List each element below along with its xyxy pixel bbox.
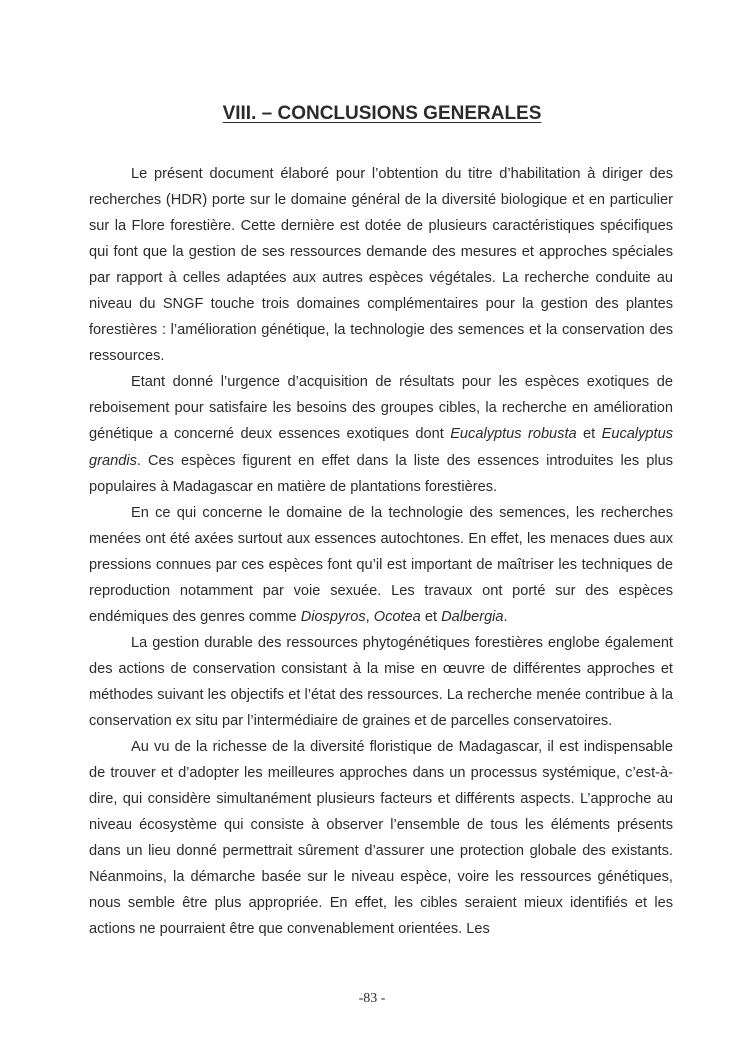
body-text xyxy=(89,161,673,942)
sentence-end: . xyxy=(503,608,508,625)
genus-name: Ocotea xyxy=(373,608,421,625)
paragraph-approach: Au vu de la richesse de la diversité floristique de Madagascar, il est indispensable de trouver et d’adopter les meilleures approches dans un processus systémique, c’est-à-dire, qui considère simultanément plusieurs facteurs et différents aspects. L’approche au niveau écosystème qui consiste à observer l’ensemble de tous les éléments présents dans un lieu donné permettrait sûrement d’assurer une protection globale des existants. Néanmoins, la démarche basée sur le niveau espèce, voire les ressources génétiques, nous semble être plus appropriée. En effet, les cibles seraient mieux identifiés et les actions ne pourraient être que convenablement orientées. Les xyxy=(89,739,673,938)
separator: et xyxy=(420,608,442,625)
separator: , xyxy=(365,608,374,625)
paragraph-text: Etant donné l’urgence d’acquisition de résultats pour les espèces exotiques de reboisement pour satisfaire les besoins des groupes cibles, la recherche en amélioration génétique a concerné deux essences exotiques dont xyxy=(89,374,673,443)
page-number: -83 - xyxy=(358,991,386,1006)
species-name: Eucalyptus robusta xyxy=(450,426,577,443)
paragraph-genetic-improvement xyxy=(89,369,673,499)
section-title: VIII. – CONCLUSIONS GENERALES xyxy=(222,103,542,124)
paragraph-text: En ce qui concerne le domaine de la technologie des semences, les recherches menées ont été axées surtout aux essences autochtones. En effet, les menaces dues aux pressions connues par ces espèces font qu’il est important de maîtriser les techniques de reproduction notamment par voie sexuée. Les travaux ont porté sur des espèces endémiques des genres comme xyxy=(89,504,673,625)
paragraph-conservation: La gestion durable des ressources phytogénétiques forestières englobe également des actions de conservation consistant à la mise en œuvre de différentes approches et méthodes suivant les objectifs et l’état des ressources. La recherche menée contribue à la conservation ex situ par l’intermédiaire de graines et de parcelles conservatoires. xyxy=(89,634,673,729)
genus-name: Dalbergia xyxy=(441,608,504,625)
paragraph-intro: Le présent document élaboré pour l’obtention du titre d’habilitation à diriger des recherches (HDR) porte sur le domaine général de la diversité biologique et en particulier sur la Flore forestière. Cette dernière est dotée de plusieurs caractéristiques spécifiques qui font que la gestion de ses ressources demande des mesures et approches spéciales par rapport à celles adaptées aux autres espèces végétales. La recherche conduite au niveau du SNGF touche trois domaines complémentaires pour la gestion des plantes forestières : l’amélioration génétique, la technologie des semences et la conservation des ressources. xyxy=(89,166,673,365)
paragraph-text: et xyxy=(576,426,602,443)
genus-name: Diospyros xyxy=(300,608,366,625)
paragraph-text: . Ces espèces figurent en effet dans la liste des essences introduites les plus populaires à Madagascar en matière de plantations forestières. xyxy=(89,452,673,495)
paragraph-seed-technology xyxy=(89,500,673,630)
species-name: Eucalyptus grandis xyxy=(89,426,674,469)
